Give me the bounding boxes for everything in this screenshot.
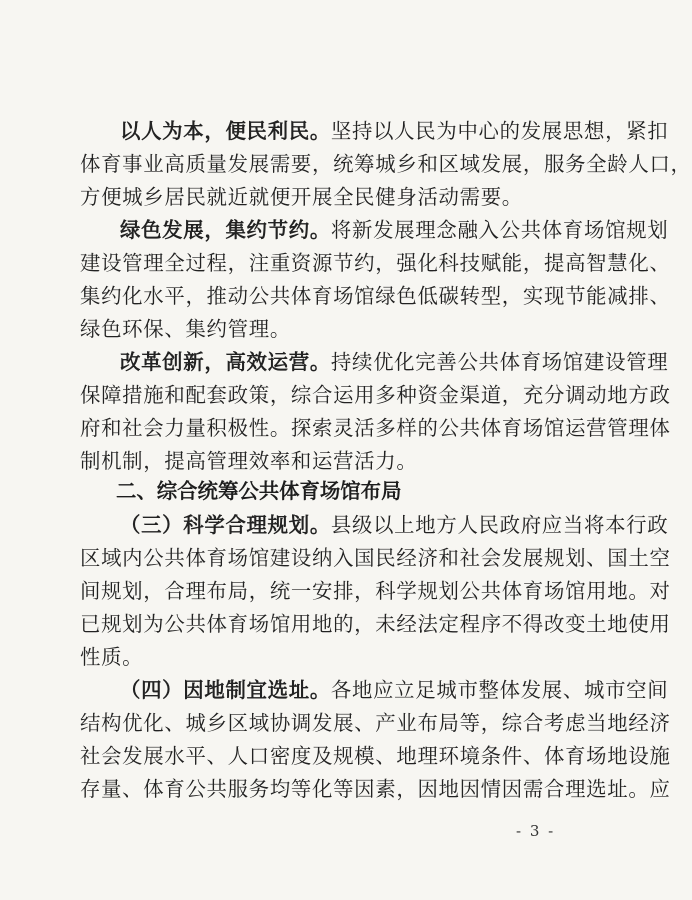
paragraph-line: 间规划，合理布局，统一安排，科学规划公共体育场馆用地。对 bbox=[80, 579, 671, 603]
principle-lead: 绿色发展，集约节约。 bbox=[120, 218, 331, 242]
principle-lead: 改革创新，高效运营。 bbox=[120, 350, 331, 374]
clause-lead: （四）因地制宜选址。 bbox=[120, 678, 331, 702]
page-number: - 3 - bbox=[516, 822, 556, 840]
paragraph-line: 已规划为公共体育场馆用地的，未经法定程序不得改变土地使用 bbox=[80, 612, 671, 636]
principle-lead: 以人为本，便民利民。 bbox=[120, 119, 331, 143]
paragraph-line: 制机制，提高管理效率和运营活力。 bbox=[80, 449, 418, 473]
paragraph-line: 建设管理全过程，注重资源节约，强化科技赋能，提高智慧化、 bbox=[80, 251, 671, 275]
paragraph-text: 各地应立足城市整体发展、城市空间 bbox=[330, 678, 669, 702]
paragraph-text: 县级以上地方人民政府应当将本行政 bbox=[330, 513, 669, 537]
paragraph-line bbox=[80, 677, 669, 703]
paragraph-line: 性质。 bbox=[80, 645, 144, 669]
paragraph-line bbox=[80, 217, 669, 243]
paragraph-line: 区域内公共体育场馆建设纳入国民经济和社会发展规划、国土空 bbox=[80, 546, 671, 570]
paragraph-line: 保障措施和配套政策，综合运用多种资金渠道，充分调动地方政 bbox=[80, 383, 671, 407]
paragraph-line bbox=[80, 349, 669, 375]
clause-lead: （三）科学合理规划。 bbox=[120, 513, 331, 537]
section-heading: 二、综合统筹公共体育场馆布局 bbox=[116, 479, 402, 503]
paragraph-line: 体育事业高质量发展需要，统筹城乡和区域发展，服务全龄人口， bbox=[80, 152, 692, 176]
paragraph-line bbox=[80, 118, 669, 144]
paragraph-text: 将新发展理念融入公共体育场馆规划 bbox=[330, 218, 669, 242]
paragraph-line bbox=[80, 512, 669, 538]
paragraph-line: 社会发展水平、人口密度及规模、地理环境条件、体育场地设施 bbox=[80, 744, 671, 768]
paragraph-line: 存量、体育公共服务均等化等因素，因地因情因需合理选址。应 bbox=[80, 777, 671, 801]
paragraph-line: 绿色环保、集约管理。 bbox=[80, 317, 291, 341]
paragraph-line: 府和社会力量积极性。探索灵活多样的公共体育场馆运营管理体 bbox=[80, 416, 671, 440]
paragraph-line: 结构优化、城乡区域协调发展、产业布局等，综合考虑当地经济 bbox=[80, 711, 671, 735]
paragraph-text: 坚持以人民为中心的发展思想，紧扣 bbox=[330, 119, 669, 143]
paragraph-line: 方便城乡居民就近就便开展全民健身活动需要。 bbox=[80, 185, 523, 209]
paragraph-line: 集约化水平，推动公共体育场馆绿色低碳转型，实现节能减排、 bbox=[80, 284, 671, 308]
paragraph-text: 持续优化完善公共体育场馆建设管理 bbox=[330, 350, 669, 374]
